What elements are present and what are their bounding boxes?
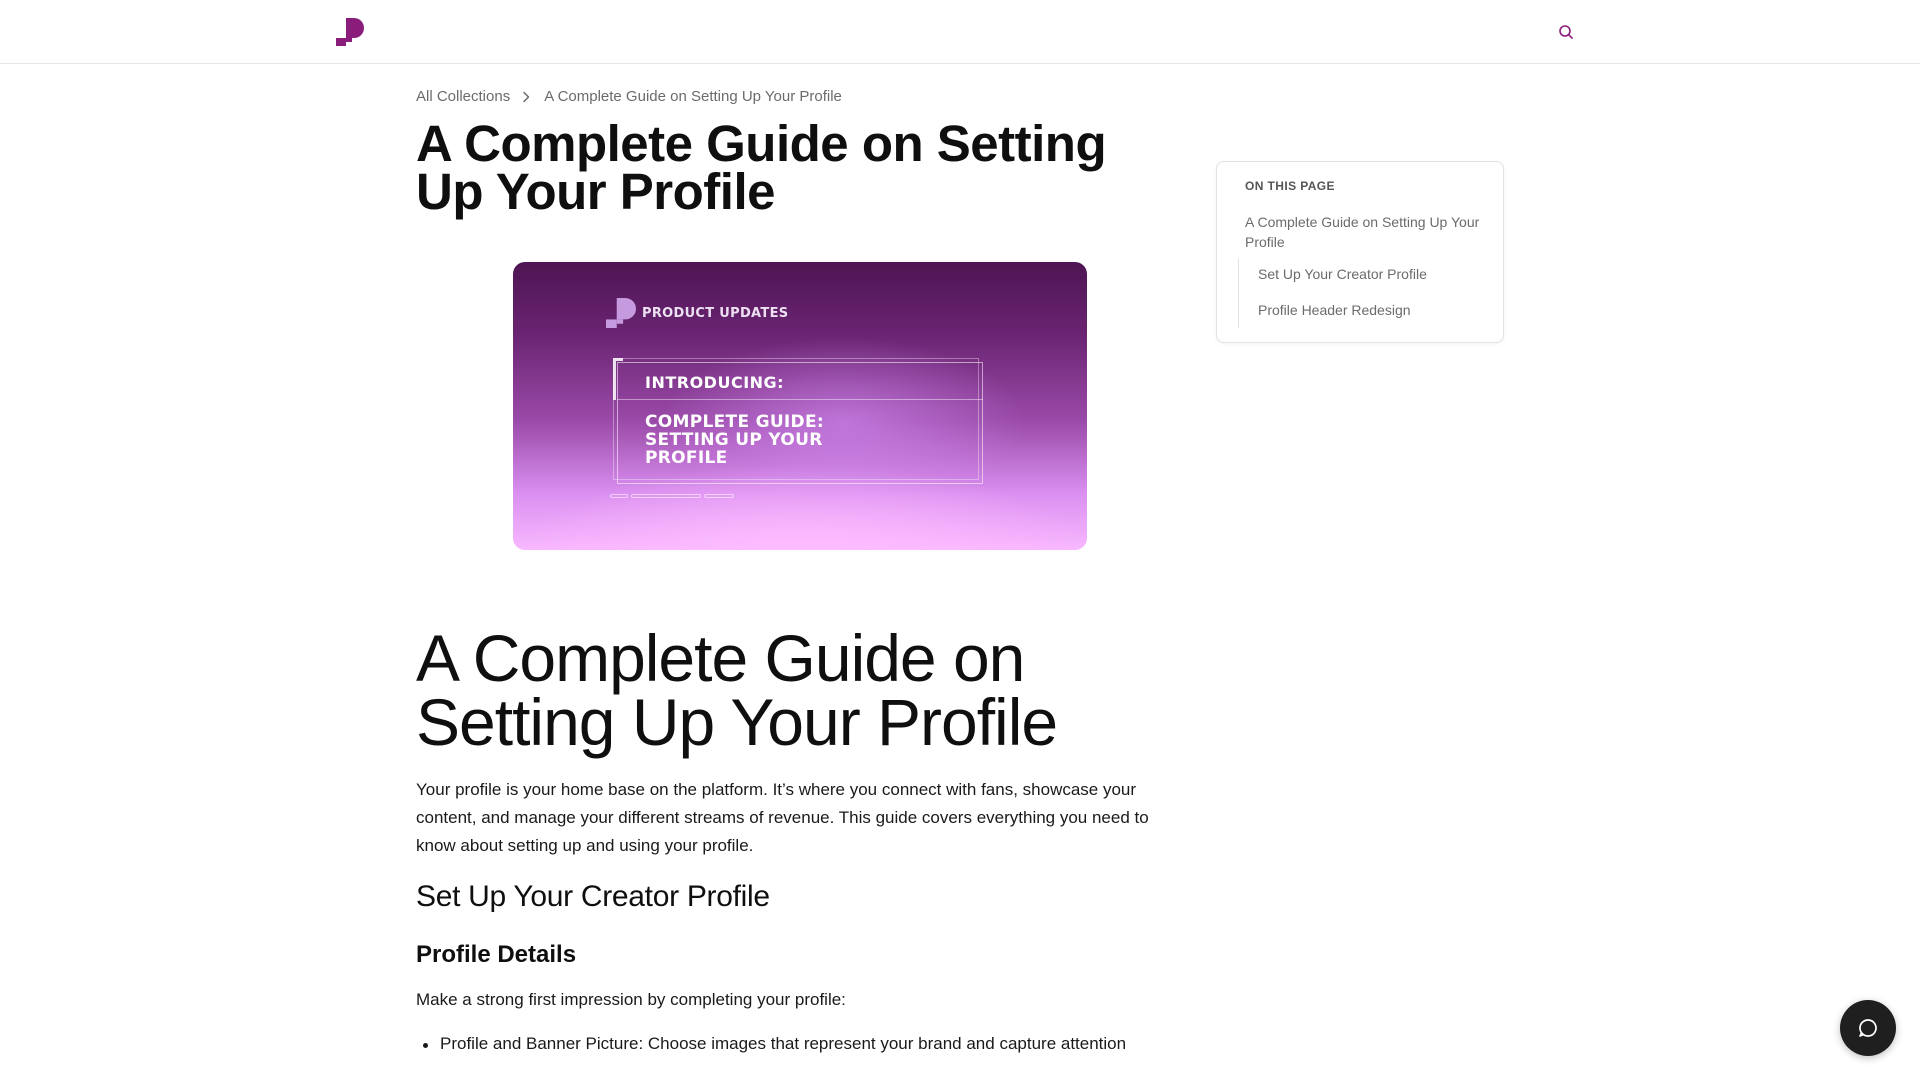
- page-title: A Complete Guide on Setting Up Your Profile: [416, 115, 1107, 220]
- hero-logo-icon: [606, 298, 636, 328]
- hero-decor-dash: [704, 494, 734, 498]
- breadcrumb: [416, 88, 842, 105]
- brand-logo-icon[interactable]: [336, 18, 364, 46]
- hero-brand: [606, 298, 788, 328]
- list-item: [440, 1034, 1126, 1054]
- hero-headline: COMPLETE GUIDE: SETTING UP YOUR PROFILE: [645, 412, 824, 468]
- hero-banner-image: [513, 262, 1087, 550]
- hero-decor-dash: [631, 494, 701, 498]
- hero-intro-text: INTRODUCING:: [645, 373, 785, 392]
- profile-details-paragraph: Make a strong first impression by completing your profile:: [416, 990, 846, 1009]
- list-item-text: Profile and Banner Picture: Choose images that represent your brand and capture attention: [440, 1034, 1127, 1053]
- search-icon[interactable]: [1554, 20, 1578, 44]
- bullet-dot: [423, 1043, 428, 1048]
- toc-heading: ON THIS PAGE: [1245, 179, 1335, 193]
- top-navigation-bar: [0, 0, 1920, 64]
- chevron-right-icon: [522, 91, 530, 103]
- hero-decor-dash: [610, 494, 628, 498]
- toc-divider-line: [1238, 258, 1239, 328]
- section-heading-set-up-creator-profile: Set Up Your Creator Profile: [416, 880, 770, 913]
- hero-frame-divider: [617, 399, 983, 400]
- breadcrumb-all-collections-link[interactable]: All Collections: [416, 88, 511, 105]
- subsection-heading-profile-details: Profile Details: [416, 941, 577, 968]
- toc-item-profile-header-redesign[interactable]: Profile Header Redesign: [1258, 302, 1411, 318]
- hero-brand-label: PRODUCT UPDATES: [642, 305, 789, 321]
- chat-bubble-icon: [1857, 1017, 1879, 1039]
- breadcrumb-current: A Complete Guide on Setting Up Your Profile: [544, 88, 842, 105]
- article-title: A Complete Guide on Setting Up Your Profile: [416, 621, 1058, 759]
- chat-launcher-button[interactable]: [1840, 1000, 1896, 1056]
- toc-item-set-up-creator-profile[interactable]: Set Up Your Creator Profile: [1258, 266, 1427, 282]
- table-of-contents: [1216, 161, 1504, 343]
- toc-item-complete-guide[interactable]: A Complete Guide on Setting Up Your Profile: [1245, 214, 1480, 250]
- hero-frame-tab: [613, 358, 623, 400]
- article-intro-paragraph: Your profile is your home base on the platform. It’s where you connect with fans, showcase your content, and manage your different streams of revenue. This guide covers everything you need to know about setting up and using your profile.: [416, 780, 1149, 855]
